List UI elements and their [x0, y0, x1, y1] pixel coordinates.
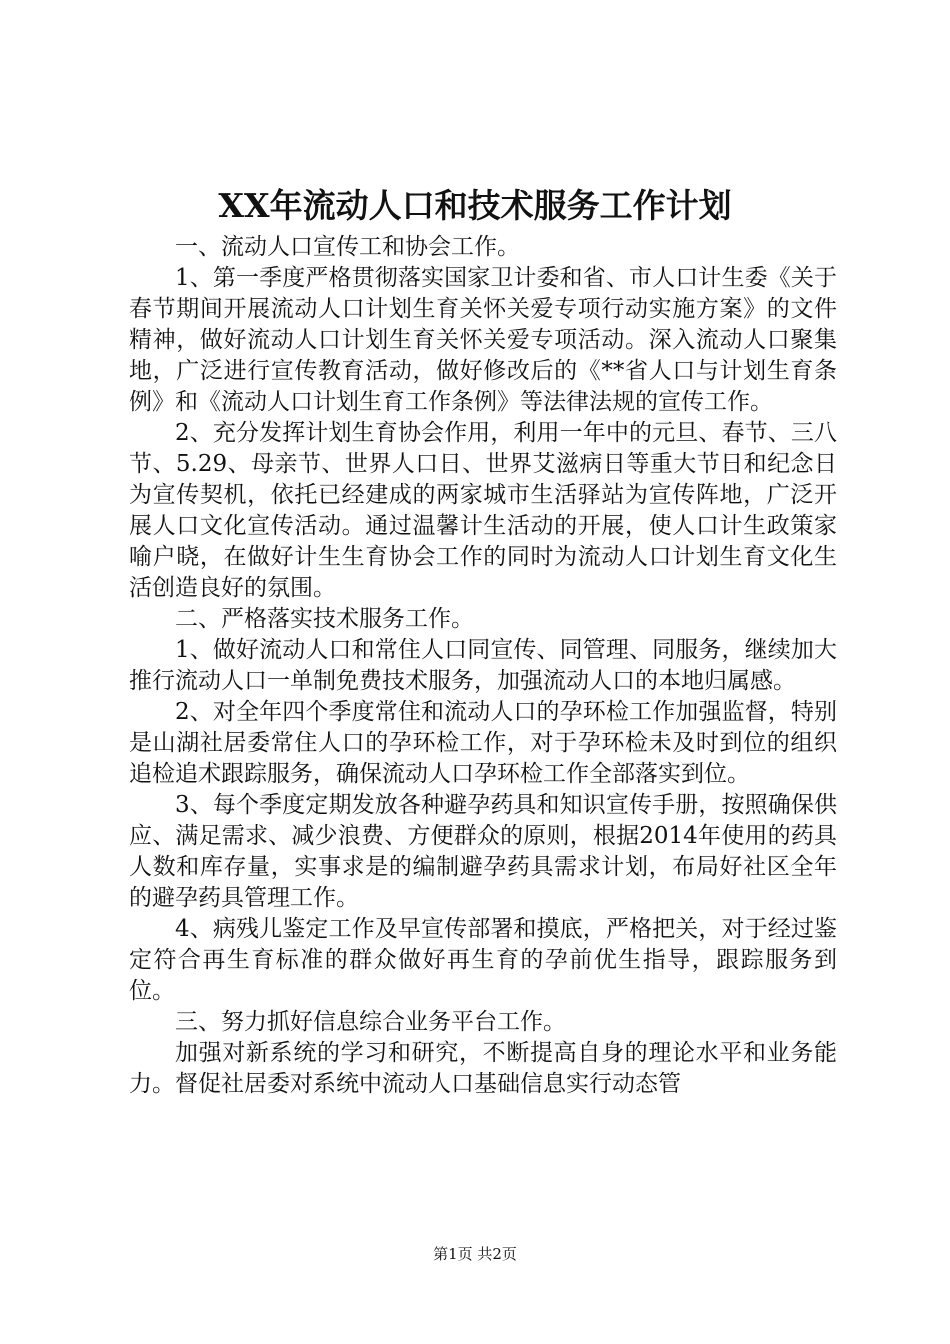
paragraph-2-1: 1、做好流动人口和常住人口同宣传、同管理、同服务，继续加大推行流动人口一单制免费技术服务，加强流动人口的本地归属感。: [129, 637, 837, 694]
paragraph-2-2: 2、对全年四个季度常住和流动人口的孕环检工作加强监督，特别是山湖社居委常住人口的孕环检工作，对于孕环检未及时到位的组织追检追术跟踪服务，确保流动人口孕环检工作全部落实到位。: [129, 699, 837, 787]
section-heading-3: 三、努力抓好信息综合业务平台工作。: [175, 1009, 566, 1035]
paragraph-2-4: 4、病残儿鉴定工作及早宣传部署和摸底，严格把关，对于经过鉴定符合再生育标准的群众做好再生育的孕前优生指导，跟踪服务到位。: [129, 916, 837, 1004]
page-number-footer: 第1页 共2页: [433, 1245, 517, 1263]
document-body: [129, 232, 837, 1100]
paragraph-3-1: 加强对新系统的学习和研究，不断提高自身的理论水平和业务能力。督促社居委对系统中流动人口基础信息实行动态管: [129, 1040, 837, 1097]
paragraph-1-2: 2、充分发挥计划生育协会作用，利用一年中的元旦、春节、三八节、5.29、母亲节、世界人口日、世界艾滋病日等重大节日和纪念日为宣传契机，依托已经建成的两家城市生活驿站为宣传阵地，广泛开展人口文化宣传活动。通过温馨计生活动的开展，使人口计生政策家喻户晓，在做好计生生育协会工作的同时为流动人口计划生育文化生活创造良好的氛围。: [129, 420, 837, 601]
document-title: XX年流动人口和技术服务工作计划: [218, 186, 732, 225]
section-heading-1: 一、流动人口宣传工和协会工作。: [175, 234, 520, 260]
section-heading-2: 二、严格落实技术服务工作。: [175, 606, 474, 632]
paragraph-2-3: 3、每个季度定期发放各种避孕药具和知识宣传手册，按照确保供应、满足需求、减少浪费、方便群众的原则，根据2014年使用的药具人数和库存量，实事求是的编制避孕药具需求计划，布局好社区全年的避孕药具管理工作。: [129, 792, 837, 911]
paragraph-1-1: 1、第一季度严格贯彻落实国家卫计委和省、市人口计生委《关于春节期间开展流动人口计划生育关怀关爱专项行动实施方案》的文件精神，做好流动人口计划生育关怀关爱专项活动。深入流动人口聚集地，广泛进行宣传教育活动，做好修改后的《**省人口与计划生育条例》和《流动人口计划生育工作条例》等法律法规的宣传工作。: [129, 265, 837, 415]
